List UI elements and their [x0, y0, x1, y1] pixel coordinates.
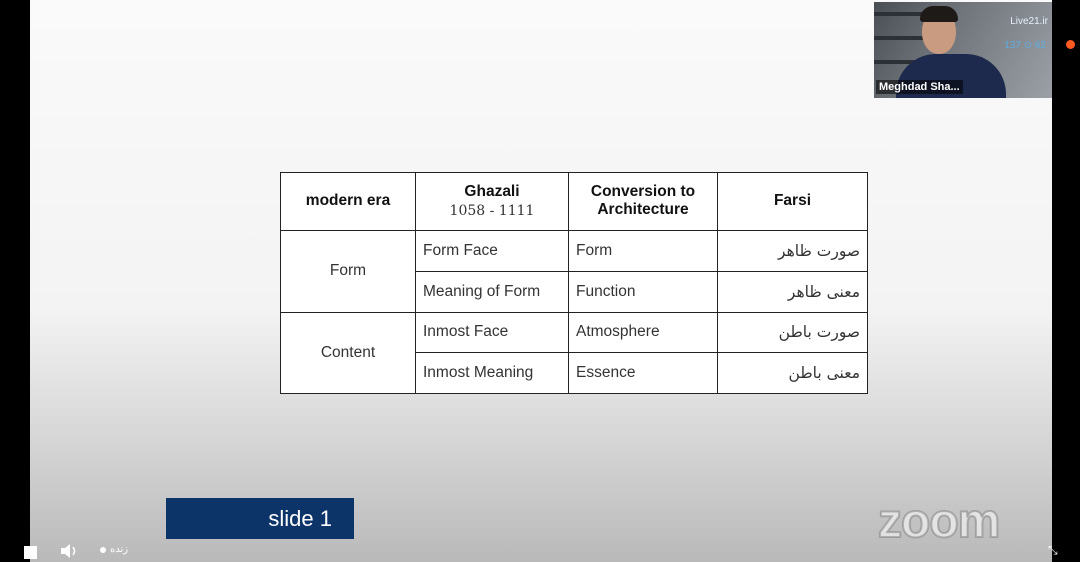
cell-architecture: Essence	[569, 352, 718, 393]
player-controls	[0, 540, 1080, 562]
cell-architecture: Form	[569, 230, 718, 271]
live-indicator	[100, 544, 128, 555]
cell-farsi: معنی باطن	[718, 352, 868, 393]
header-ghazali-years: 1058 - 1111	[449, 203, 535, 220]
presenter-hair	[920, 6, 958, 22]
cell-ghazali: Form Face	[416, 230, 569, 271]
cell-ghazali: Inmost Face	[416, 313, 569, 352]
comparison-table	[280, 172, 868, 394]
stop-icon[interactable]	[24, 546, 37, 559]
fullscreen-icon[interactable]: ⤡	[1048, 543, 1058, 557]
header-conversion: Conversion to Architecture	[569, 173, 718, 231]
volume-icon[interactable]	[60, 543, 80, 559]
group-form: Form	[281, 230, 416, 313]
cell-farsi: معنی ظاهر	[718, 271, 868, 312]
cell-farsi: صورت ظاهر	[718, 230, 868, 271]
table-header-row	[281, 173, 868, 231]
table-row	[281, 313, 868, 352]
broadcast-brand: Live21.ir	[1010, 16, 1048, 27]
cell-architecture: Atmosphere	[569, 313, 718, 352]
group-content: Content	[281, 313, 416, 394]
header-farsi: Farsi	[718, 173, 868, 231]
zoom-watermark: zoom	[878, 495, 1000, 548]
slide-number-label: slide 1	[166, 498, 354, 539]
viewer-count: 137 ⊙ 62	[1004, 40, 1046, 51]
cell-ghazali: Meaning of Form	[416, 271, 569, 312]
webcam-thumbnail[interactable]	[874, 2, 1052, 98]
header-ghazali	[416, 173, 569, 231]
table-row	[281, 230, 868, 271]
header-modern-era: modern era	[281, 173, 416, 231]
recording-indicator-icon	[1066, 40, 1075, 49]
participant-name: Meghdad Sha...	[876, 80, 963, 94]
cell-farsi: صورت باطن	[718, 313, 868, 352]
header-ghazali-title: Ghazali	[464, 183, 520, 201]
live-label: زنده	[110, 544, 129, 555]
cell-ghazali: Inmost Meaning	[416, 352, 569, 393]
cell-architecture: Function	[569, 271, 718, 312]
live-dot-icon	[100, 547, 106, 553]
